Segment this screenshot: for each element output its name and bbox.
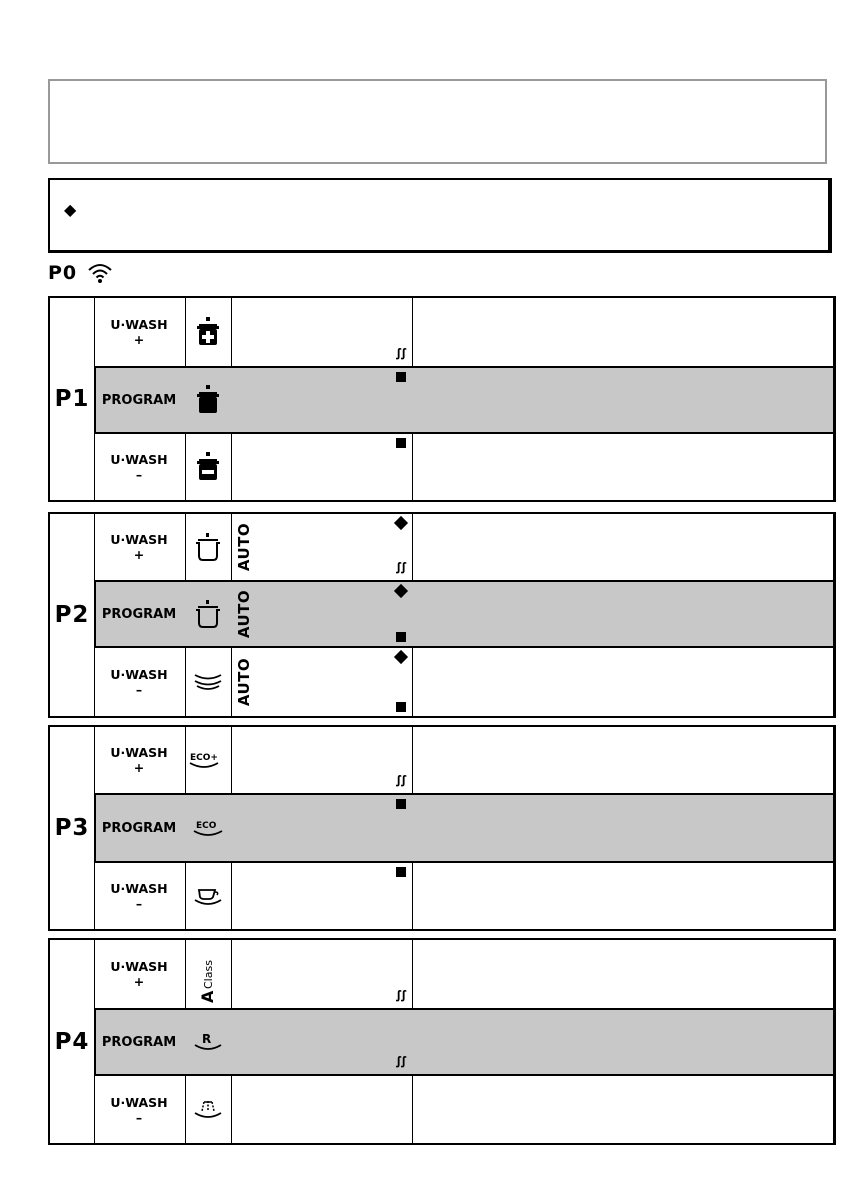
auto-label: AUTO [235, 522, 253, 572]
diamond-marker [394, 650, 408, 664]
row-program [94, 793, 833, 863]
row-program [94, 1008, 833, 1076]
row-program [94, 580, 833, 648]
eco-icon [185, 795, 231, 861]
button-sign: + [133, 974, 145, 989]
svg-text:R: R [202, 1032, 212, 1046]
button-label: PROGRAM [101, 820, 177, 836]
steam-icon: ꭍꭍ [395, 989, 406, 1005]
button-label: PROGRAM [101, 606, 177, 622]
program-label: P2 [54, 602, 90, 628]
row-uwash-plus [94, 940, 833, 1008]
diamond-marker [394, 516, 408, 530]
auto-label: AUTO [235, 589, 253, 639]
program-table-p1 [48, 296, 836, 502]
square-marker [396, 438, 406, 448]
square-marker [396, 799, 406, 809]
program-button[interactable] [94, 795, 184, 861]
steam-icon: ꭍꭍ [395, 561, 406, 577]
pot-outline-icon [185, 514, 231, 580]
pot-plus-icon [185, 298, 231, 366]
square-marker [396, 702, 406, 712]
row-uwash-minus [94, 434, 833, 500]
square-marker [396, 632, 406, 642]
note-box [48, 79, 827, 164]
steam-icon: ꭍꭍ [395, 774, 406, 790]
button-label: PROGRAM [101, 1034, 177, 1050]
eco-plus-icon [185, 727, 231, 793]
button-label: U·WASH [110, 452, 168, 467]
row-program [94, 366, 833, 434]
button-sign: – [135, 896, 143, 911]
program-table-p4 [48, 938, 836, 1145]
button-sign: – [135, 467, 143, 482]
button-label: U·WASH [110, 667, 168, 682]
cup-icon [185, 863, 231, 929]
uwash-minus-button[interactable] [94, 863, 184, 929]
svg-text:ECO: ECO [196, 821, 217, 831]
program-button[interactable] [94, 1010, 184, 1074]
a-class-icon [185, 940, 231, 1008]
square-marker [396, 867, 406, 877]
row-uwash-minus [94, 863, 833, 929]
button-label: U·WASH [110, 1094, 168, 1110]
program-table-p2 [48, 512, 836, 718]
steam-icon: ꭍꭍ [395, 1055, 406, 1071]
button-label: U·WASH [110, 317, 168, 332]
uwash-minus-button[interactable] [94, 1076, 184, 1143]
program-button[interactable] [94, 368, 184, 432]
legend-box [48, 178, 832, 253]
program-label: P4 [54, 1028, 90, 1055]
uwash-minus-button[interactable] [94, 648, 184, 716]
button-label: U·WASH [110, 532, 168, 547]
svg-text:ECO+: ECO+ [190, 753, 218, 763]
uwash-plus-button[interactable] [94, 514, 184, 580]
button-label: U·WASH [110, 959, 168, 974]
p0-label: P0 [48, 262, 78, 284]
pot-outline-icon [185, 582, 231, 646]
steam-icon: ꭍꭍ [395, 347, 406, 363]
diamond-marker [394, 584, 408, 598]
button-sign: + [133, 760, 145, 775]
program-table-p3 [48, 725, 836, 931]
wifi-icon [87, 263, 113, 283]
p0-row [48, 262, 113, 284]
row-uwash-minus [94, 648, 833, 716]
row-uwash-plus [94, 298, 833, 366]
square-marker [396, 372, 406, 382]
diamond-symbol: ◆ [64, 200, 77, 219]
pot-icon [185, 368, 231, 432]
program-label: P3 [54, 815, 90, 841]
wave-icon [185, 648, 231, 716]
button-sign: – [135, 1109, 143, 1125]
program-button[interactable] [94, 582, 184, 646]
uwash-plus-button[interactable] [94, 298, 184, 366]
button-sign: – [135, 682, 143, 697]
row-uwash-minus [94, 1076, 833, 1143]
button-label: U·WASH [110, 745, 168, 760]
row-uwash-plus [94, 514, 833, 580]
svg-text:A: A [198, 990, 217, 1003]
uwash-minus-button[interactable] [94, 434, 184, 500]
auto-label: AUTO [235, 657, 253, 707]
pot-minus-icon [185, 434, 231, 500]
button-label: U·WASH [110, 881, 168, 896]
prewash-icon [185, 1076, 231, 1143]
button-sign: + [133, 547, 145, 562]
program-label: P1 [54, 386, 90, 412]
button-label: PROGRAM [101, 392, 177, 408]
uwash-plus-button[interactable] [94, 727, 184, 793]
button-sign: + [133, 332, 145, 347]
uwash-plus-button[interactable] [94, 940, 184, 1008]
row-uwash-plus [94, 727, 833, 793]
svg-text:Class: Class [202, 960, 215, 989]
rapid-icon [185, 1010, 231, 1074]
